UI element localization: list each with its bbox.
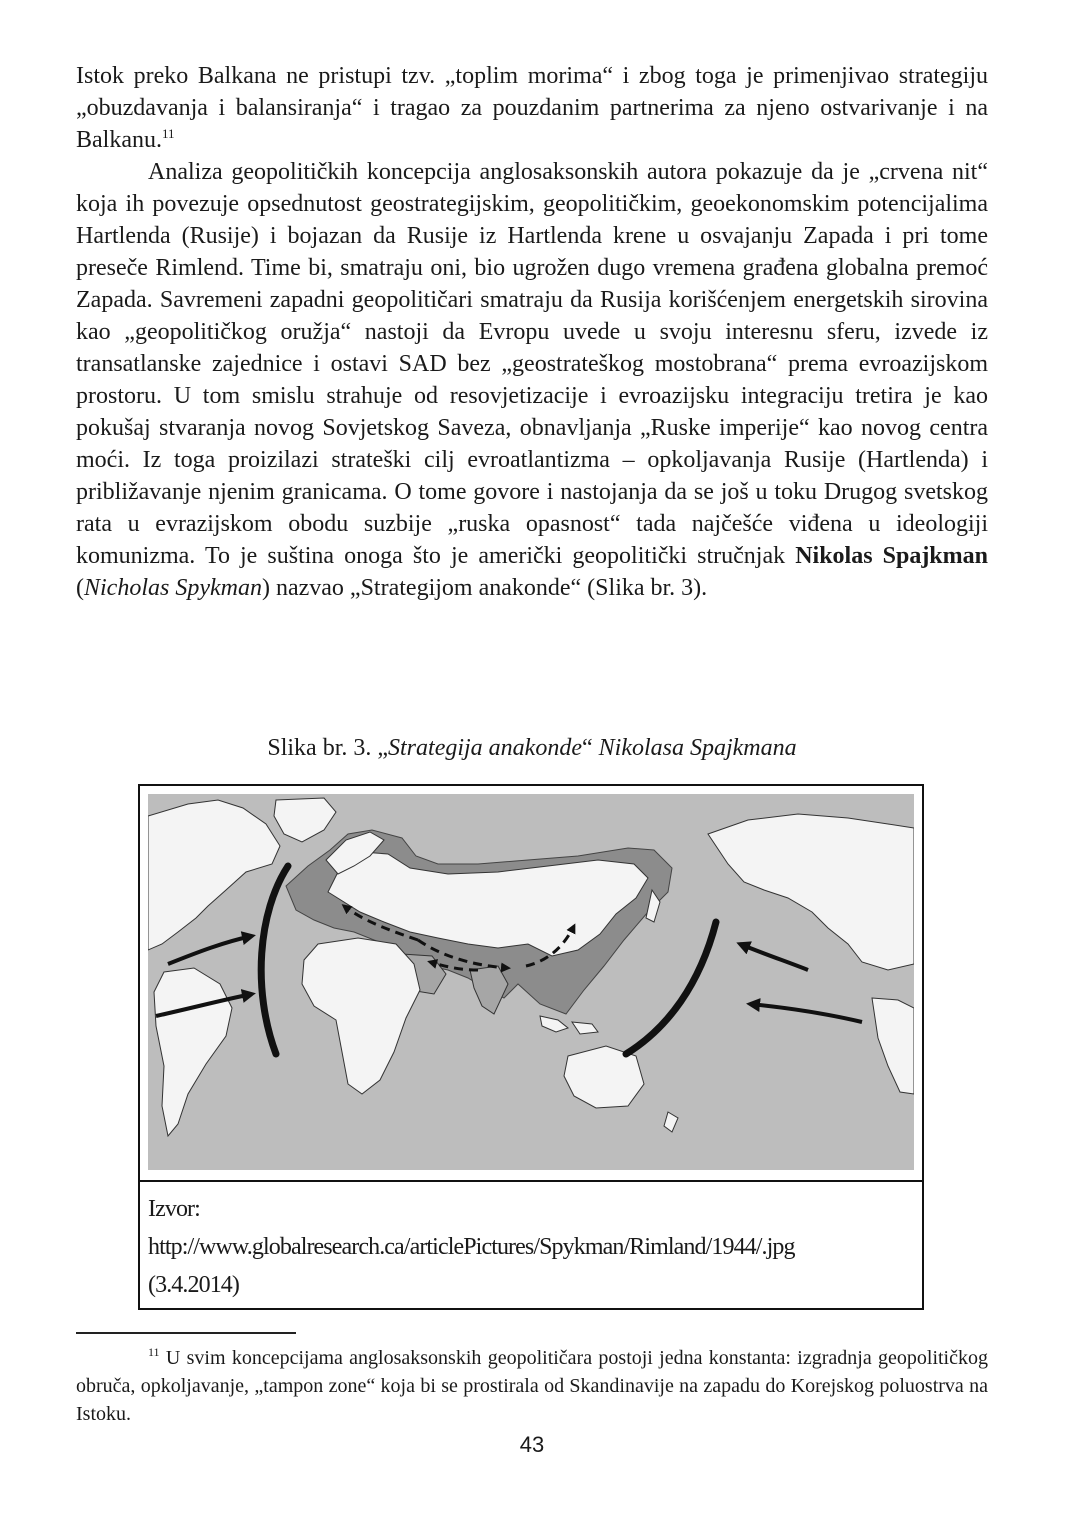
page bbox=[76, 60, 988, 1457]
figure-caption: Slika br. 3. „Strategija anakonde“ Nikolasa Spajkmana bbox=[267, 735, 797, 761]
page-number: 43 bbox=[519, 1432, 545, 1457]
footnote-number: 11 bbox=[148, 1345, 160, 1359]
paragraph-1: Istok preko Balkana ne pristupi tzv. „toplim morima“ i zbog toga je primenjivao strategiju „obuzdavanja i balansiranja“ i tragao za pouzdanim partnerima za njeno ostvarivanje i na Balkanu.$^{11}$ bbox=[76, 63, 988, 153]
source-date: (3.4.2014) bbox=[148, 1272, 239, 1298]
anaconda-strategy-map bbox=[148, 794, 914, 1170]
author-name: Nikolas Spajkman bbox=[795, 543, 988, 569]
footnote-divider bbox=[76, 1332, 296, 1334]
figure-box bbox=[138, 784, 924, 1310]
footnote: $^{11}$ U svim koncepcijama anglosaksonskih geopolitičara postoji jedna konstanta: izgradnja geopolitičkog obruča, opkoljavanje, „tampon zone“ koja bi se prostirala od Skandinavije na zapadu do Korejskog poluostrva na Istoku. bbox=[76, 1345, 988, 1425]
footnote-ref[interactable]: 11 bbox=[161, 126, 175, 141]
source-label: Izvor: bbox=[148, 1196, 200, 1222]
source-url[interactable]: http://www.globalresearch.ca/articlePictures/Spykman/Rimland/1944/.jpg bbox=[148, 1234, 795, 1260]
figure-source bbox=[140, 1180, 922, 1308]
author-name-english: Nicholas Spykman bbox=[84, 575, 262, 601]
paragraph-2: Analiza geopolitičkih koncepcija anglosaksonskih autora pokazuje da je „crvena nit“ koja ih povezuje opsednutost geostrategijskim, geopolitičkim, geoekonomskim potencijalima Hartlenda (Rusije) i bojazan da Rusije iz Hartlenda krene u osvajanju Zapada i pri tome preseče Rimlend. Time bi, smatraju oni, bio ugrožen dugo vremena građena globalna premoć Zapada. Savremeni zapadni geopolitičari smatraju da Rusija korišćenjem energetskih sirovina kao „geopolitičkog oružja“ nastoji da Evropu uvede u svoju interesnu sferu, izvede iz transatlanske zajednice i ostavi SAD bez „geostrateškog mostobrana“ prema evroazijskom prostoru. U tom smislu strahuje od resovjetizacije i evroazijsku integraciju tretira je kao pokušaj stvaranja novog Sovjetskog Saveza, obnavljanja „Ruske imperije“ kao novog centra moći. Iz toga proizilazi strateški cilj evroatlantizma – opkoljavanja Rusije (Hartlenda) i približavanje njenim granicama. O tome govore i nastojanja da se još u toku Drugog svetskog rata u evrazijskom obodu suzbije „ruska opasnost“ tada najčešće viđena u ideologiji komunizma. To je suština onoga što je američki geopolitički stručnjak Nikolas Spajkman (Nicholas Spykman) nazvao „Strategijom anakonde“ (Slika br. 3). bbox=[76, 159, 988, 601]
